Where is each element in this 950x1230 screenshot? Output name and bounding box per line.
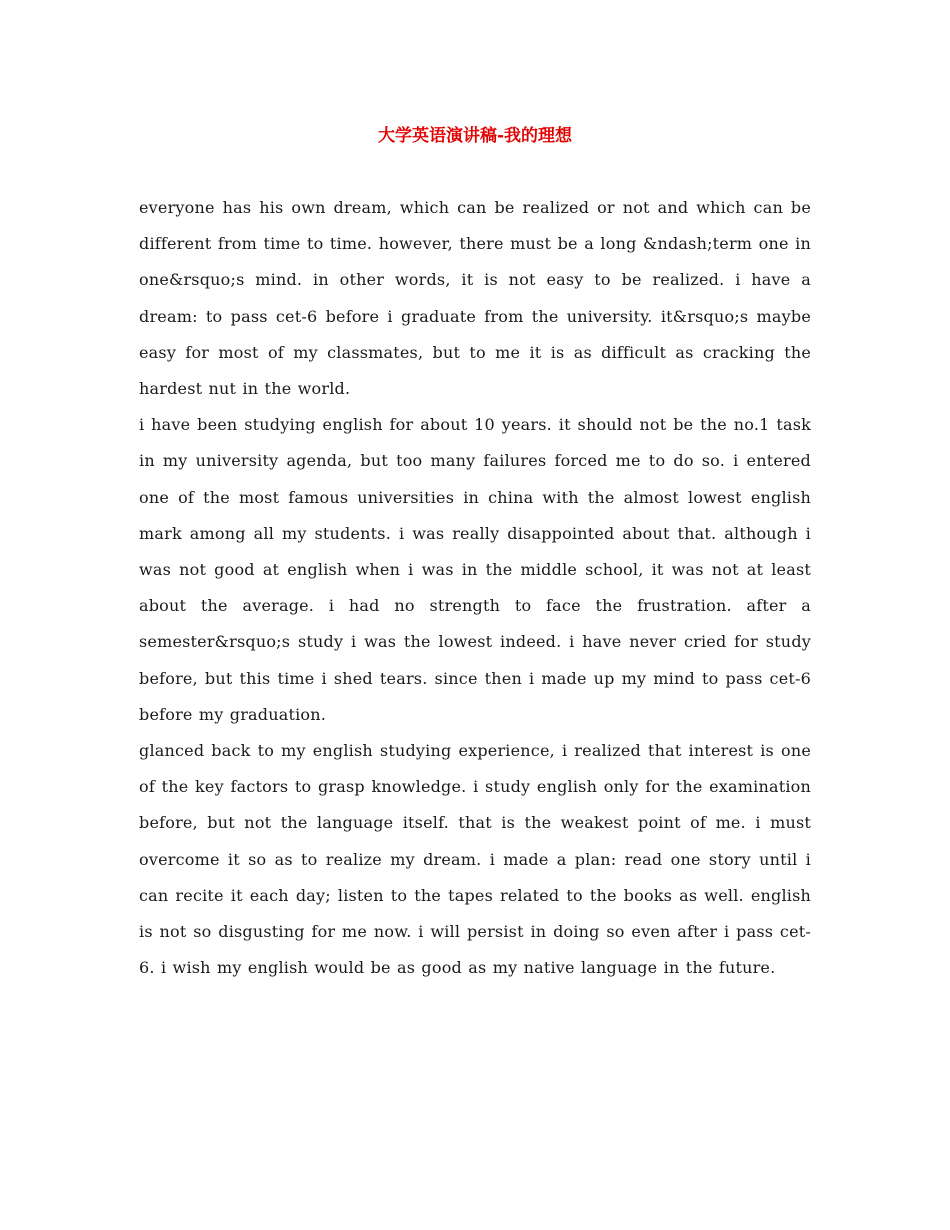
body-paragraph-1: everyone has his own dream, which can be realized or not and which can be different from time to time. however, there must be a long &ndash;term one in one&rsquo;s mind. in other words, it is not easy to be realized. i have a dream: to pass cet-6 before i graduate from the university. it&rsquo;s maybe easy for most of my classmates, but to me it is as difficult as cracking the hardest nut in the world. — [139, 198, 811, 399]
body-paragraph-2: i have been studying english for about 10 years. it should not be the no.1 task in my university agenda, but too many failures forced me to do so. i entered one of the most famous universities in china with the almost lowest english mark among all my students. i was really disappointed about that. although i was not good at english when i was in the middle school, it was not at least about the average. i had no strength to face the frustration. after a semester&rsquo;s study i was the lowest indeed. i have never cried for study before, but this time i shed tears. since then i made up my mind to pass cet-6 before my graduation. — [139, 415, 811, 724]
document-title: 大学英语演讲稿-我的理想 — [377, 126, 573, 146]
body-paragraph-3: glanced back to my english studying experience, i realized that interest is one of the key factors to grasp knowledge. i study english only for the examination before, but not the language itself. that is the weakest point of me. i must overcome it so as to realize my dream. i made a plan: read one story until i can recite it each day; listen to the tapes related to the books as well. english is not so disgusting for me now. i will persist in doing so even after i pass cet-6. i wish my english would be as good as my native language in the future. — [139, 741, 811, 978]
document-body — [139, 190, 811, 986]
